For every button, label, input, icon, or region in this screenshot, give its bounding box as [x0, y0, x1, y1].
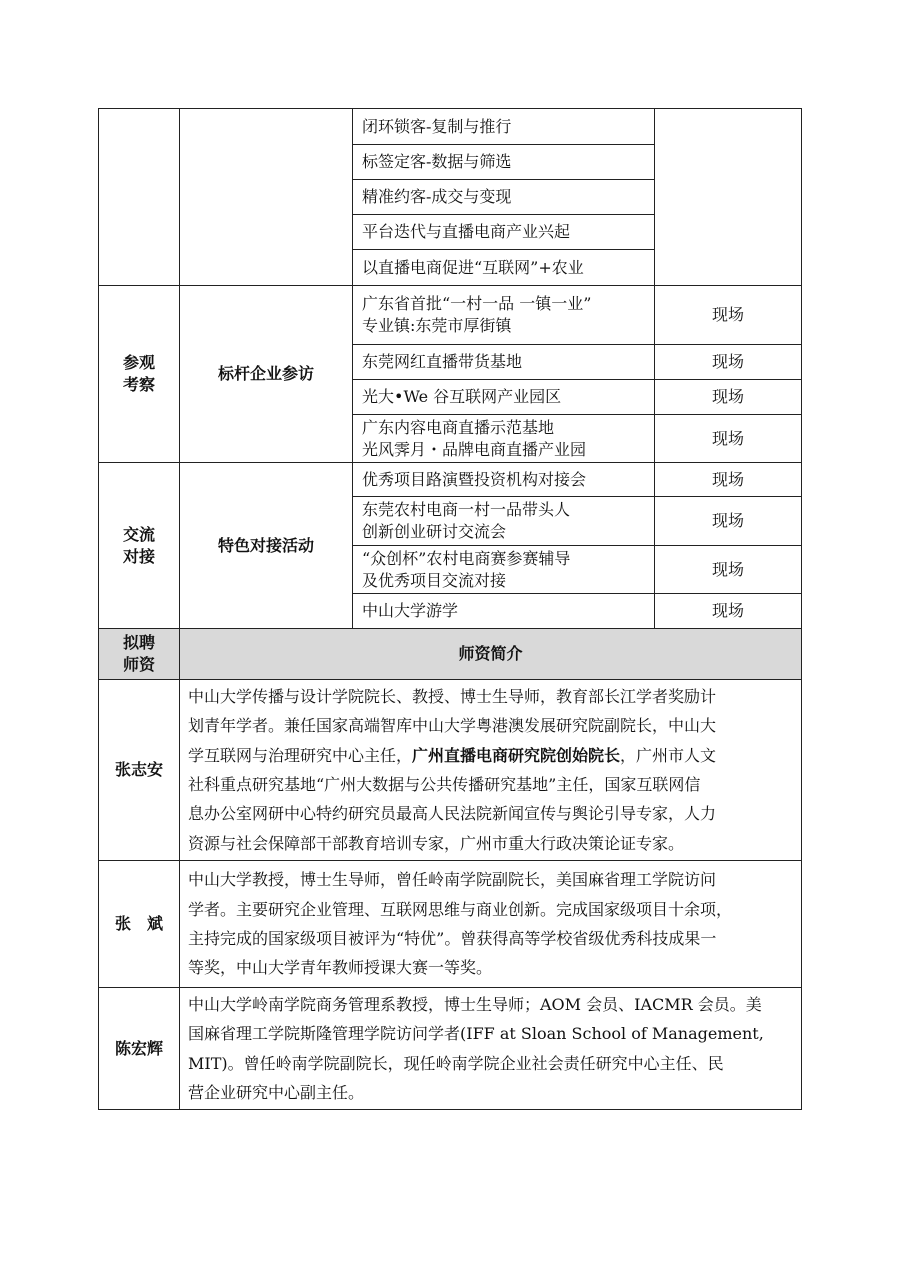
category-exchange [99, 463, 180, 629]
bio-line: 主持完成的国家级项目被评为“特优”。曾获得高等学校省级优秀科技成果一 [188, 929, 717, 948]
bio-text: ，广州市人文 [620, 745, 717, 765]
empty-location-cell [655, 109, 802, 286]
bio-line: 等奖，中山大学青年教师授课大赛一等奖。 [188, 958, 493, 978]
bio-line: 中山大学教授，博士生导师，曾任岭南学院副院长，美国麻省理工学院访问 [188, 870, 717, 890]
course-item: 以直播电商促进“互联网”+农业 [353, 250, 655, 286]
item-line: 广东省首批“一村一品 一镇一业” [362, 294, 592, 313]
empty-category-cell [99, 109, 180, 286]
location-cell: 现场 [655, 546, 802, 594]
item-line: “众创杯”农村电商赛参赛辅导 [362, 548, 571, 568]
category-line: 参观 [122, 353, 155, 372]
bio-line: 中山大学传播与设计学院院长、教授、博士生导师，教育部长江学者奖励计 [188, 687, 717, 707]
location-cell: 现场 [655, 380, 802, 415]
item-line: 专业镇:东莞市厚街镇 [362, 316, 512, 335]
item-line: 光风霁月・品牌电商直播产业园 [362, 439, 587, 459]
faculty-name: 张志安 [99, 680, 180, 861]
bio-line: 社科重点研究基地“广州大数据与公共传播研究基地”主任，国家互联网信 [188, 775, 701, 794]
course-item: 平台迭代与直播电商产业兴起 [353, 215, 655, 250]
bio-line: 资源与社会保障部干部教育培训专家，广州市重大行政决策论证专家。 [188, 833, 685, 853]
bio-highlight: 广州直播电商研究院创始院长 [412, 745, 621, 765]
item-line: 广东内容电商直播示范基地 [362, 417, 555, 437]
item-line: 东莞农村电商一村一品带头人 [362, 500, 571, 519]
subcategory-visit: 标杆企业参访 [180, 286, 353, 463]
bio-line: 划青年学者。兼任国家高端智库中山大学粤港澳发展研究院副院长，中山大 [188, 716, 717, 736]
location-cell: 现场 [655, 345, 802, 380]
item-line: 创新创业研讨交流会 [362, 522, 507, 541]
table-row [99, 680, 802, 861]
course-item: 精准约客-成交与变现 [353, 180, 655, 215]
bio-line: 学者。主要研究企业管理、互联网思维与商业创新。完成国家级项目十余项， [188, 899, 733, 919]
exchange-item: 中山大学游学 [353, 594, 655, 629]
bio-line: 营企业研究中心副主任。 [188, 1082, 365, 1102]
faculty-bio [180, 861, 802, 988]
faculty-name: 陈宏辉 [99, 988, 180, 1110]
faculty-header-left [99, 629, 180, 680]
course-item: 标签定客-数据与筛选 [353, 145, 655, 180]
location-cell: 现场 [655, 594, 802, 629]
location-cell: 现场 [655, 286, 802, 345]
faculty-header-right: 师资简介 [180, 629, 802, 680]
faculty-name: 张 斌 [99, 861, 180, 988]
exchange-item: 优秀项目路演暨投资机构对接会 [353, 463, 655, 497]
location-cell: 现场 [655, 463, 802, 497]
category-line: 交流 [122, 524, 155, 544]
bio-line [188, 741, 795, 770]
location-cell: 现场 [655, 497, 802, 546]
visit-item: 东莞网红直播带货基地 [353, 345, 655, 380]
table-row [99, 463, 802, 497]
bio-line: 中山大学岭南学院商务管理系教授，博士生导师；AOM 会员、IACMR 会员。美 [188, 995, 762, 1014]
category-line: 对接 [122, 546, 155, 566]
subcategory-exchange: 特色对接活动 [180, 463, 353, 629]
exchange-item [353, 497, 655, 546]
faculty-bio [180, 680, 802, 861]
course-item: 闭环锁客-复制与推行 [353, 109, 655, 145]
bio-line: 息办公室网研中心特约研究员最高人民法院新闻宣传与舆论引导专家，人力 [188, 804, 717, 824]
visit-item [353, 415, 655, 463]
document-page [98, 108, 801, 1110]
empty-subcategory-cell [180, 109, 353, 286]
exchange-item [353, 546, 655, 594]
header-line: 拟聘 [122, 633, 155, 652]
table-row [99, 286, 802, 345]
table-row [99, 109, 802, 145]
faculty-bio [180, 988, 802, 1110]
bio-text: 学互联网与治理研究中心主任， [188, 745, 413, 765]
schedule-faculty-table [98, 108, 802, 1110]
table-row [99, 988, 802, 1110]
header-line: 师资 [122, 655, 155, 674]
table-row [99, 629, 802, 680]
location-cell: 现场 [655, 415, 802, 463]
visit-item [353, 286, 655, 345]
category-visit [99, 286, 180, 463]
visit-item: 光大•We 谷互联网产业园区 [353, 380, 655, 415]
item-line: 及优秀项目交流对接 [362, 570, 507, 590]
category-line: 考察 [122, 375, 155, 394]
bio-line: 国麻省理工学院斯隆管理学院访问学者(IFF at Sloan School of Management, [188, 1024, 764, 1044]
table-row [99, 861, 802, 988]
bio-line: MIT)。曾任岭南学院副院长，现任岭南学院企业社会责任研究中心主任、民 [188, 1053, 724, 1073]
